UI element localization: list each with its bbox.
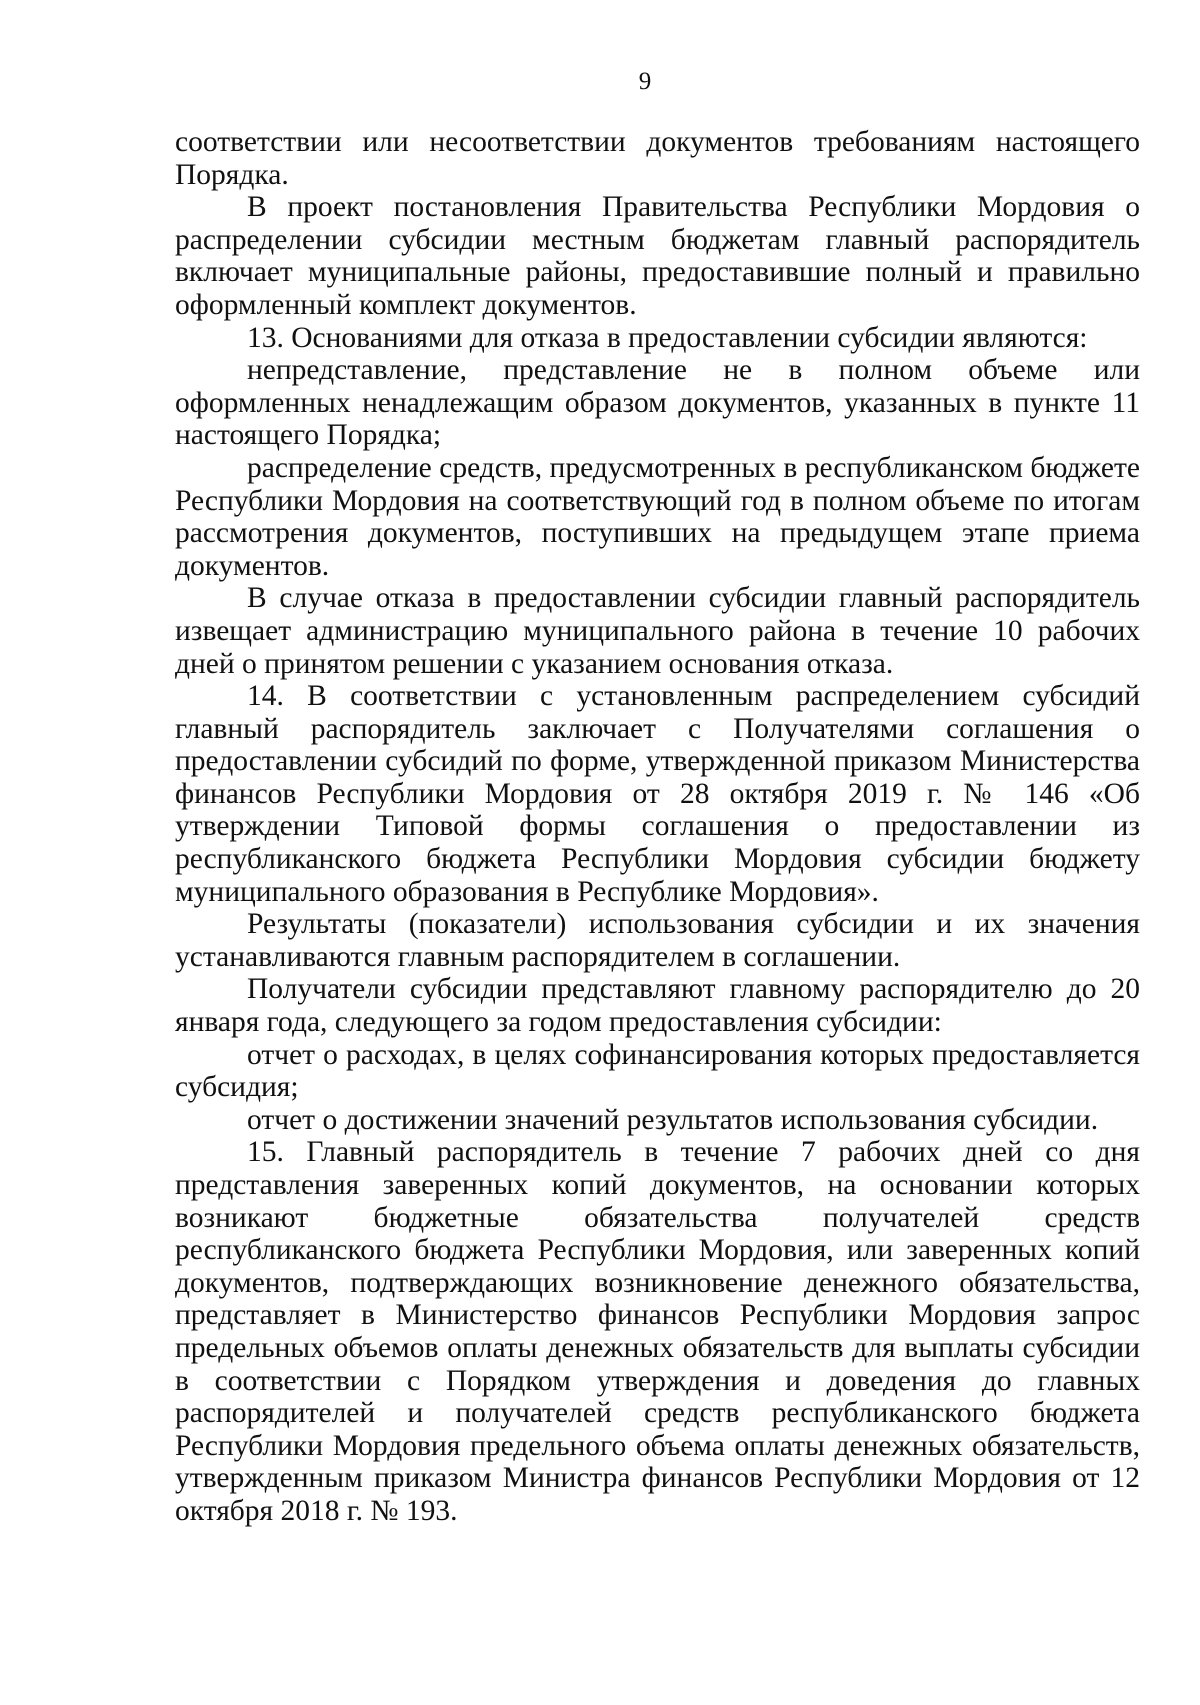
paragraph-report-expenses: отчет о расходах, в целях софинансирования которых предоставляется субсидия;: [175, 1038, 1140, 1104]
paragraph-refusal-ground-1: непредставление, представление не в полном объеме или оформленных ненадлежащим образом документов, указанных в пункте 11 настоящего Порядка;: [175, 354, 1140, 452]
page-number: 9: [638, 68, 652, 95]
paragraph-draft-resolution: В проект постановления Правительства Республики Мордовия о распределении субсидии местным бюджетам главный распорядитель включает муниципальные районы, предоставившие полный и правильно оформленный комплект документов.: [175, 191, 1140, 321]
document-body: [175, 126, 1140, 1528]
paragraph-continuation: соответствии или несоответствии документов требованиям настоящего Порядка.: [175, 126, 1140, 191]
paragraph-item-15: 15. Главный распорядитель в течение 7 рабочих дней со дня представления заверенных копий документов, на основании которых возникают бюджетные обязательства получателей средств республиканского бюджета Республики Мордовия, или заверенных копий документов, подтверждающих возникновение денежного обязательства, представляет в Министерство финансов Республики Мордовия запрос предельных объемов оплаты денежных обязательств для выплаты субсидии в соответствии с Порядком утверждения и доведения до главных распорядителей и получателей средств республиканского бюджета Республики Мордовия предельного объема оплаты денежных обязательств, утвержденным приказом Министра финансов Республики Мордовия от 12 октября 2018 г. № 193.: [175, 1136, 1140, 1527]
paragraph-reporting: Получатели субсидии представляют главному распорядителю до 20 января года, следующего за годом предоставления субсидии:: [175, 973, 1140, 1039]
paragraph-refusal-ground-2: распределение средств, предусмотренных в республиканском бюджете Республики Мордовия на соответствующий год в полном объеме по итогам рассмотрения документов, поступивших на предыдущем этапе приема документов.: [175, 451, 1140, 582]
paragraph-results: Результаты (показатели) использования субсидии и их значения устанавливаются главным распорядителем в соглашении.: [175, 908, 1140, 973]
paragraph-item-14: 14. В соответствии с установленным распределением субсидий главный распорядитель заключает с Получателями соглашения о предоставлении субсидий по форме, утвержденной приказом Министерства финансов Республики Мордовия от 28 октября 2019 г. № 146 «Об утверждении Типовой формы соглашения о предоставлении из республиканского бюджета Республики Мордовия субсидии бюджету муниципального образования в Республике Мордовия».: [175, 680, 1140, 908]
paragraph-report-results: отчет о достижении значений результатов использования субсидии.: [247, 1103, 1099, 1136]
paragraph-item-13: 13. Основаниями для отказа в предоставлении субсидии являются:: [247, 321, 1088, 354]
paragraph-refusal-notice: В случае отказа в предоставлении субсидии главный распорядитель извещает администрацию муниципального района в течение 10 рабочих дней о принятом решении с указанием основания отказа.: [175, 582, 1140, 680]
